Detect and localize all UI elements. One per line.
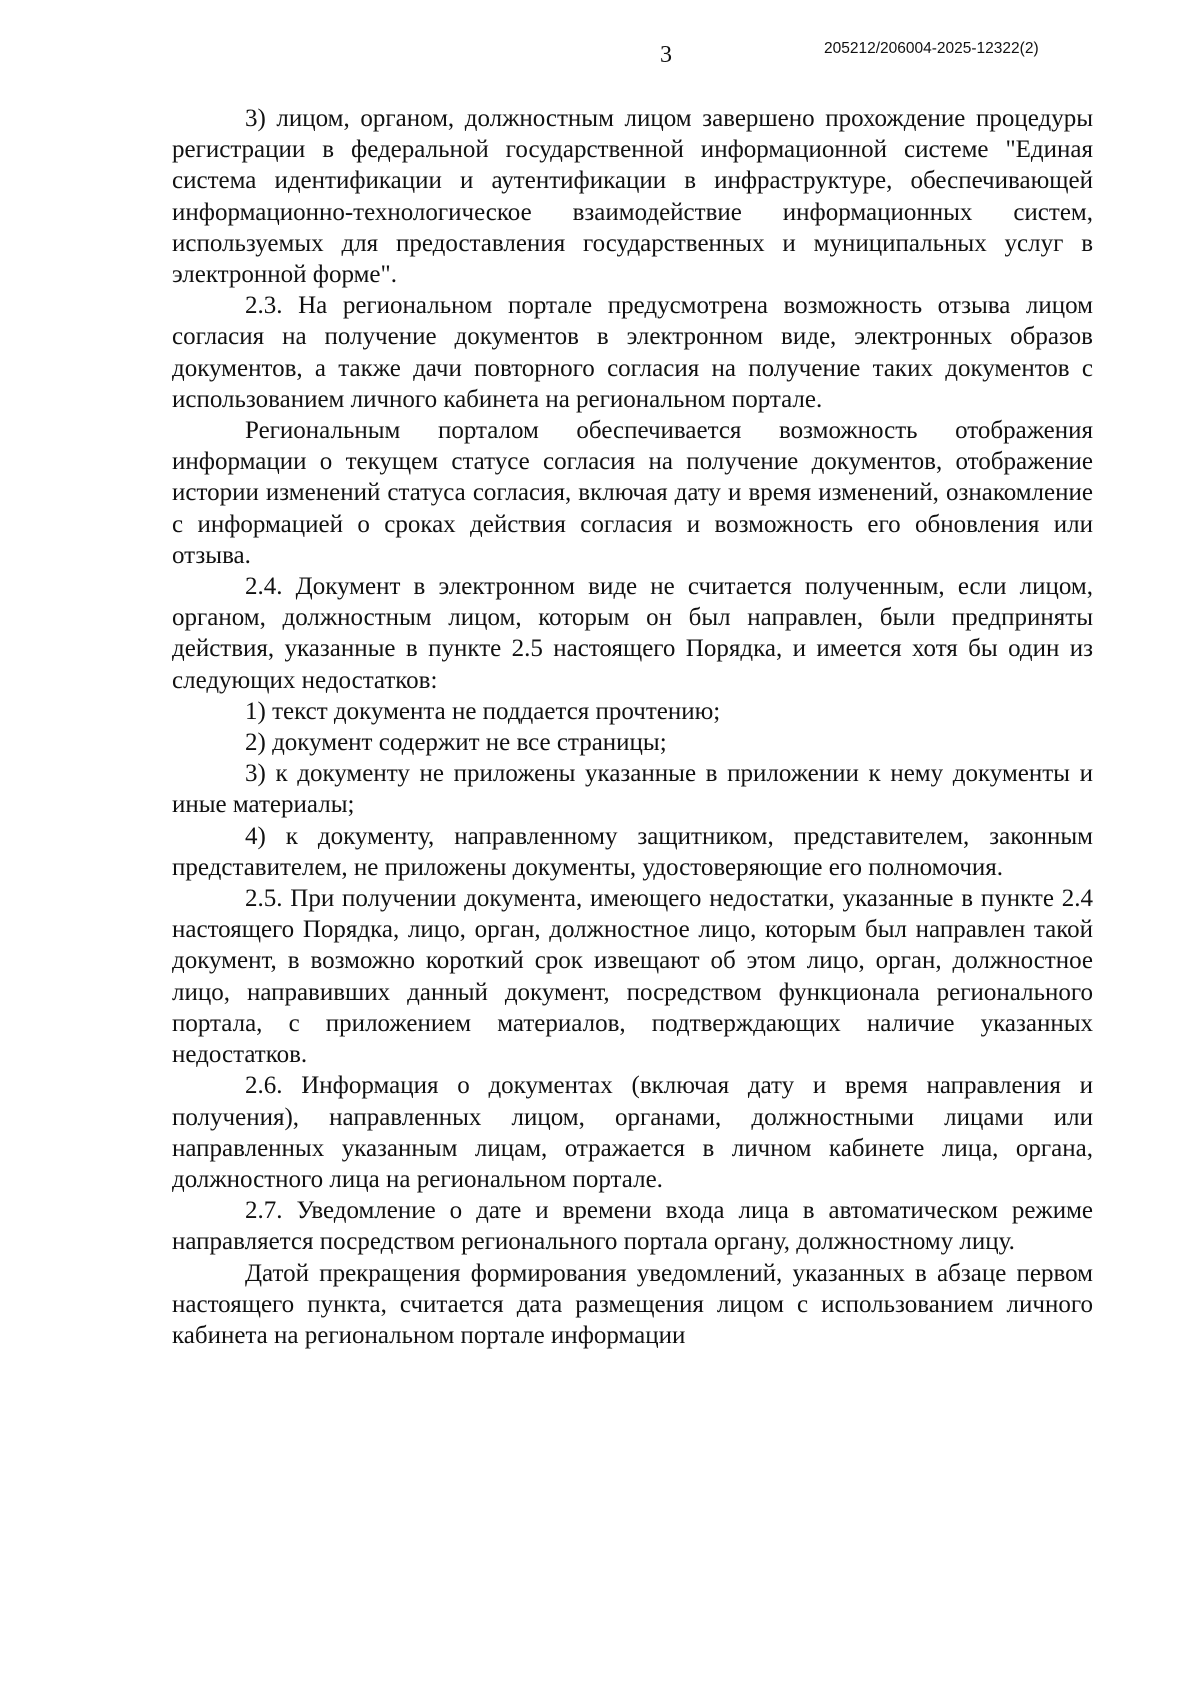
paragraph-termination-date: Датой прекращения формирования уведомлений, указанных в абзаце первом настоящего пункта, считается дата размещения лицом с использованием личного кабинета на региональном портале информации [172,1259,1093,1349]
list-item-3: 3) к документу не приложены указанные в приложении к нему документы и иные материалы; [172,760,1093,819]
paragraph-2-7: 2.7. Уведомление о дате и времени входа лица в автоматическом режиме направляется посредством регионального портала органу, должностному лицу. [172,1197,1093,1256]
paragraph-item-3-esia: 3) лицом, органом, должностным лицом завершено прохождение процедуры регистрации в федеральной государственной информационной системе "Единая система идентификации и аутентификации в инфраструктуре, обеспечивающей информационно-технологическое взаимодействие информационных систем, используемых для предоставления государственных и муниципальных услуг в электронной форме". [172,105,1093,289]
document-ref: 205212/206004-2025-12322(2) [824,40,1039,57]
paragraph-portal-status: Региональным порталом обеспечивается возможность отображения информации о текущем статусе согласия на получение документов, отображение истории изменений статуса согласия, включая дату и время изменений, ознакомление с информацией о сроках действия согласия и возможность его обновления или отзыва. [172,417,1093,569]
paragraph-2-4: 2.4. Документ в электронном виде не считается полученным, если лицом, органом, должностным лицом, которым он был направлен, были предприняты действия, указанные в пункте 2.5 настоящего Порядка, и имеется хотя бы один из следующих недостатков: [172,573,1093,694]
paragraph-2-5: 2.5. При получении документа, имеющего недостатки, указанные в пункте 2.4 настоящего Порядка, лицо, орган, должностное лицо, которым был направлен такой документ, в возможно короткий срок извещают об этом лицо, орган, должностное лицо, направивших данный документ, посредством функционала регионального портала, с приложением материалов, подтверждающих наличие указанных недостатков. [172,885,1093,1069]
page-number: 3 [660,42,672,68]
paragraph-2-6: 2.6. Информация о документах (включая дату и время направления и получения), направленных лицом, органами, должностными лицами или направленных указанным лицам, отражается в личном кабинете лица, органа, должностного лица на региональном портале. [172,1072,1093,1193]
document-body [172,103,1093,1351]
list-item-2: 2) документ содержит не все страницы; [245,729,667,757]
paragraph-2-3: 2.3. На региональном портале предусмотрена возможность отзыва лицом согласия на получение документов в электронном виде, электронных образов документов, а также дачи повторного согласия на получение таких документов с использованием личного кабинета на региональном портале. [172,292,1093,413]
list-item-1: 1) текст документа не поддается прочтению; [245,697,721,725]
list-item-4: 4) к документу, направленному защитником, представителем, законным представителем, не приложены документы, удостоверяющие его полномочия. [172,822,1093,881]
